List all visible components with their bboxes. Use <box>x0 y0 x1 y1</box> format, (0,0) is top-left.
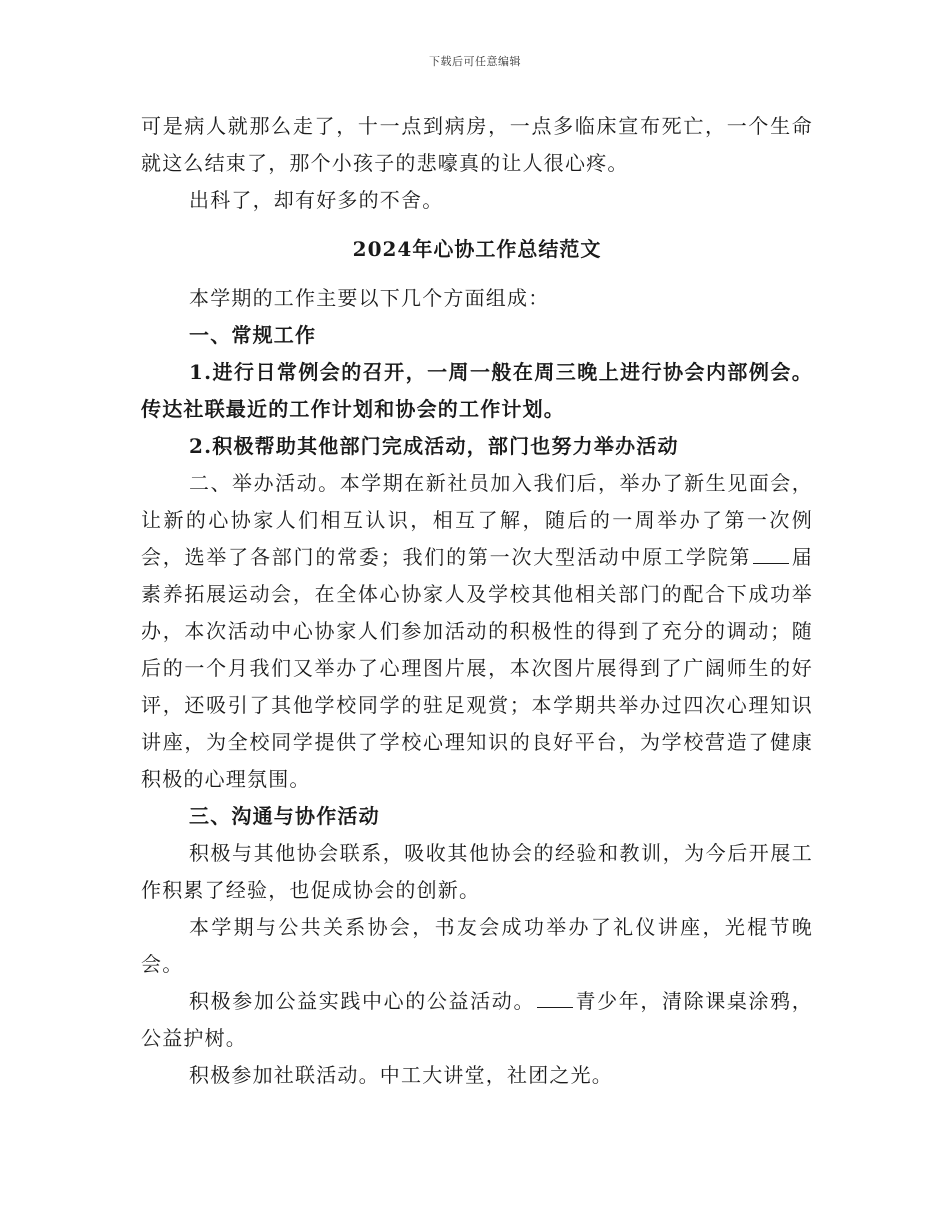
fill-in-blank <box>537 987 573 1008</box>
opening-paragraph: 本学期的工作主要以下几个方面组成： <box>189 286 550 310</box>
charity-paragraph <box>141 983 813 1057</box>
intro-paragraph: 可是病人就那么走了，十一点到病房，一点多临床宣布死亡，一个生命就这么结束了，那个小孩子的悲嚎真的让人很心疼。 <box>141 114 813 175</box>
charity-text-part2: 青少年，清除课桌涂鸦，公益护树。 <box>141 989 814 1050</box>
fill-in-blank <box>753 543 789 564</box>
union-paragraph: 积极参加社联活动。中工大讲堂，社团之光。 <box>189 1063 613 1087</box>
charity-text-part1: 积极参加公益实践中心的公益活动。 <box>189 989 536 1013</box>
document-title: 2024年心协工作总结范文 <box>352 237 602 261</box>
contact-paragraph: 积极与其他协会联系，吸收其他协会的经验和教训，为今后开展工作积累了经验，也促成协会的创新。 <box>141 841 813 902</box>
activities-paragraph <box>141 465 813 798</box>
list-item-help-departments: 2.积极帮助其他部门完成活动，部门也努力举办活动 <box>189 434 679 458</box>
section-heading-routine-work: 一、常规工作 <box>189 323 317 347</box>
farewell-paragraph: 出科了，却有好多的不舍。 <box>189 188 444 212</box>
activities-text-part2: 届素养拓展运动会，在全体心协家人及学校其他相关部门的配合下成功举办，本次活动中心协家人们参加活动的积极性的得到了充分的调动；随后的一个月我们又举办了心理图片展，本次图片展得到了广阔师生的好评，还吸引了其他学校同学的驻足观赏；本学期共举办过四次心理知识讲座，为全校同学提供了学校心理知识的良好平台，为学校营造了健康积极的心理氛围。 <box>141 545 813 791</box>
page-header: 下载后可任意编辑 <box>429 55 521 68</box>
activities-text-part1: 二、举办活动。本学期在新社员加入我们后，举办了新生见面会，让新的心协家人们相互认识，相互了解，随后的一周举办了第一次例会，选举了各部门的常委；我们的第一次大型活动中原工学院第 <box>141 471 813 569</box>
list-item-weekly-meeting: 1.进行日常例会的召开，一周一般在周三晚上进行协会内部例会。传达社联最近的工作计划和协会的工作计划。 <box>141 360 813 421</box>
document-body <box>141 108 813 1094</box>
section-heading-communication: 三、沟通与协作活动 <box>189 804 380 828</box>
cooperation-paragraph: 本学期与公共关系协会，书友会成功举办了礼仪讲座，光棍节晚会。 <box>141 915 813 976</box>
